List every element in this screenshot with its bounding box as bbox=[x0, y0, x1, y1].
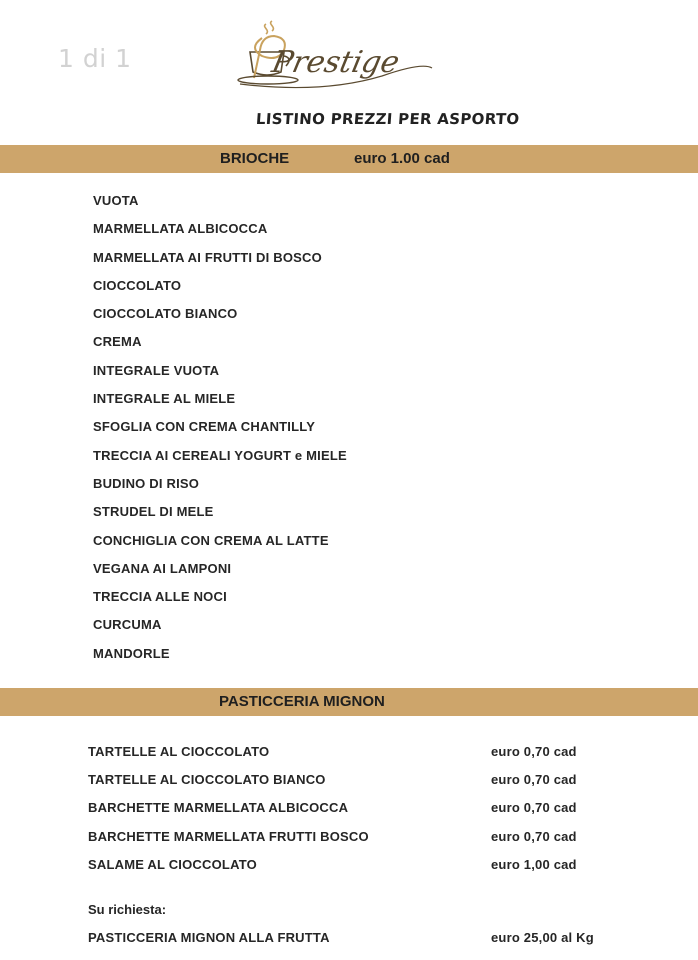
mignon-price-list bbox=[88, 744, 648, 885]
list-item: TRECCIA AI CEREALI YOGURT e MIELE bbox=[93, 447, 347, 463]
section-title: PASTICCERIA MIGNON bbox=[219, 693, 385, 710]
list-item: CIOCCOLATO bbox=[93, 277, 182, 293]
list-item: TRECCIA ALLE NOCI bbox=[93, 589, 227, 605]
list-item: MANDORLE bbox=[93, 645, 170, 661]
section-title: BRIOCHE bbox=[220, 150, 290, 167]
list-item: VUOTA bbox=[93, 193, 139, 208]
item-price: euro 0,70 cad bbox=[491, 828, 577, 844]
list-item: SFOGLIA CON CREMA CHANTILLY bbox=[93, 419, 316, 435]
page-indicator: 1 di 1 bbox=[58, 44, 132, 73]
list-item: VEGANA AI LAMPONI bbox=[93, 560, 232, 576]
section-price: euro 1.00 cad bbox=[354, 150, 450, 167]
coffee-cup-icon bbox=[232, 18, 437, 90]
item-name: BARCHETTE MARMELLATA FRUTTI BOSCO bbox=[88, 828, 369, 844]
brand-name: Prestige bbox=[268, 45, 403, 80]
item-name: SALAME AL CIOCCOLATO bbox=[88, 856, 257, 872]
on-request-note: Su richiesta: bbox=[88, 902, 167, 917]
item-name: BARCHETTE MARMELLATA ALBICOCCA bbox=[88, 800, 349, 816]
price-row bbox=[88, 829, 648, 857]
list-item: CREMA bbox=[93, 334, 142, 350]
list-item: INTEGRALE AL MIELE bbox=[93, 391, 236, 407]
item-price: euro 1,00 cad bbox=[491, 856, 577, 872]
item-name: TARTELLE AL CIOCCOLATO bbox=[88, 744, 270, 759]
prestige-logo bbox=[232, 18, 437, 90]
list-item: BUDINO DI RISO bbox=[93, 475, 200, 491]
list-item: MARMELLATA AI FRUTTI DI BOSCO bbox=[93, 249, 322, 265]
list-item: STRUDEL DI MELE bbox=[93, 504, 214, 520]
list-item: CONCHIGLIA CON CREMA AL LATTE bbox=[93, 532, 329, 548]
list-item: INTEGRALE VUOTA bbox=[93, 362, 220, 378]
brioche-list bbox=[93, 192, 347, 673]
price-row bbox=[88, 857, 648, 885]
item-price: euro 0,70 cad bbox=[491, 800, 577, 816]
item-name: TARTELLE AL CIOCCOLATO BIANCO bbox=[88, 772, 326, 788]
price-row bbox=[88, 772, 648, 800]
item-name: PASTICCERIA MIGNON ALLA FRUTTA bbox=[88, 930, 330, 945]
item-price: euro 0,70 cad bbox=[491, 772, 577, 788]
item-price: euro 25,00 al Kg bbox=[491, 930, 594, 945]
special-price-row bbox=[88, 930, 648, 945]
page-subtitle: LISTINO PREZZI PER ASPORTO bbox=[255, 110, 521, 128]
list-item: CIOCCOLATO BIANCO bbox=[93, 306, 238, 322]
price-row bbox=[88, 800, 648, 828]
list-item: CURCUMA bbox=[93, 617, 162, 633]
section-band-mignon bbox=[0, 688, 698, 716]
list-item: MARMELLATA ALBICOCCA bbox=[93, 221, 268, 237]
item-price: euro 0,70 cad bbox=[491, 744, 577, 759]
section-band-brioche bbox=[0, 145, 698, 173]
price-row bbox=[88, 744, 648, 772]
